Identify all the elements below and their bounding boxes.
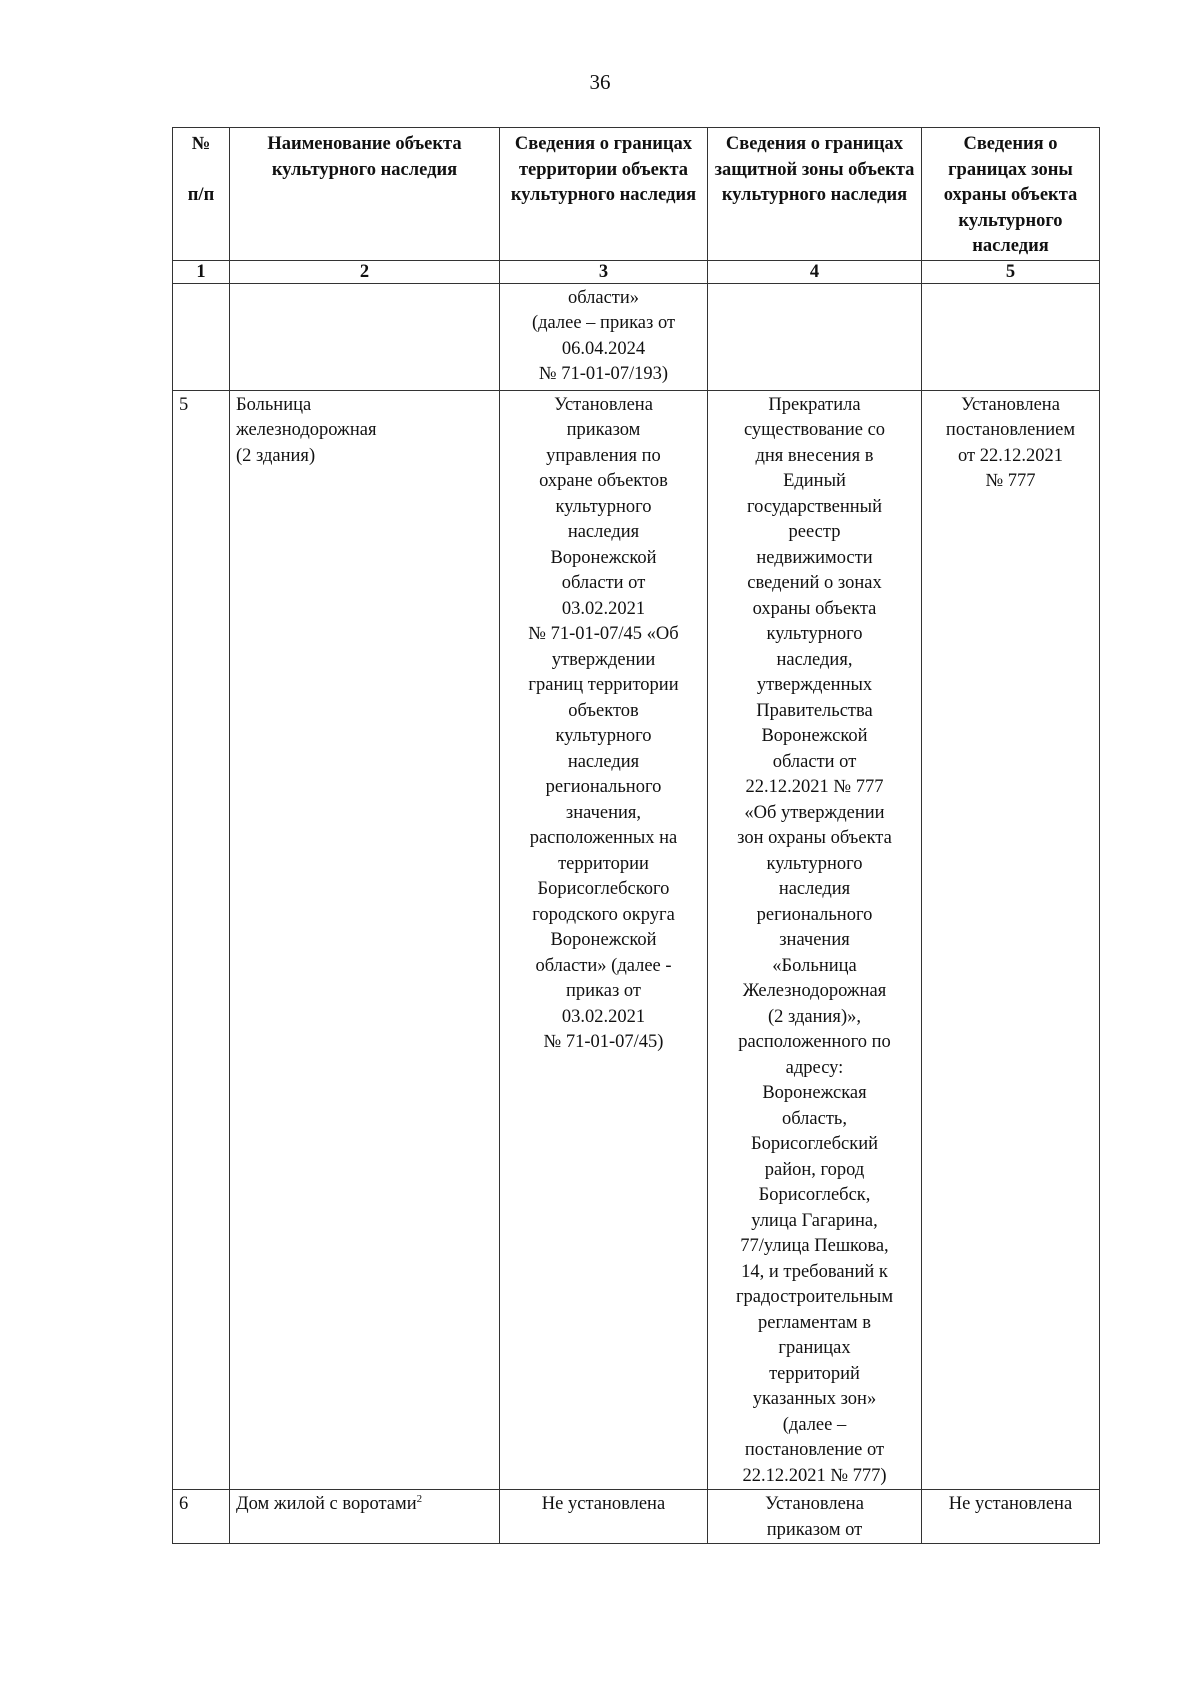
object-name: Дом жилой с воротами$^2$: [230, 1490, 500, 1544]
protective-zone-cell: Прекратила существование со дня внесения в Единый государственный реестр недвижимости сведений о зонах охраны объекта культурного наследия, утвержденных Правительства Воронежской области от 22.12.2021 № 777 «Об утверждении зон охраны объекта культурного наследия регионального значения «Больница Железнодорожная (2 здания)», расположенного по адресу: Воронежская область, Борисоглебский район, город Борисоглебск, улица Гагарина, 77/улица Пешкова, 14, и требований к градостроительным регламентам в границах территорий указанных зон» (далее – постановление от 22.12.2021 № 777): [708, 390, 922, 1490]
column-index: 5: [922, 260, 1100, 283]
heritage-objects-table: [172, 127, 1100, 1544]
column-index: 1: [173, 260, 230, 283]
row-number: 5: [173, 390, 230, 1490]
column-index-row: [173, 260, 1100, 283]
header-territory-borders: Сведения о границах территории объекта культурного наследия: [500, 128, 708, 261]
row-number: 6: [173, 1490, 230, 1544]
object-name: [230, 283, 500, 390]
column-index: 3: [500, 260, 708, 283]
protective-zone-cell: [708, 283, 922, 390]
page-number: 36: [589, 70, 611, 94]
territory-borders-cell: Установлена приказом управления по охране объектов культурного наследия Воронежской области от 03.02.2021 № 71-01-07/45 «Об утверждении границ территории объектов культурного наследия регионального значения, расположенных на территории Борисоглебского городского округа Воронежской области» (далее - приказ от 03.02.2021 № 71-01-07/45): [500, 390, 708, 1490]
header-protective-zone: Сведения о границах защитной зоны объекта культурного наследия: [708, 128, 922, 261]
header-number: [173, 128, 230, 261]
header-number-pp: п/п: [187, 184, 215, 205]
object-name: Больница железнодорожная (2 здания): [230, 390, 500, 1490]
header-protection-zone: Сведения о границах зоны охраны объекта культурного наследия: [922, 128, 1100, 261]
territory-borders-cell: области» (далее – приказ от 06.04.2024 № 71-01-07/193): [500, 283, 708, 390]
header-object-name: Наименование объекта культурного наследия: [230, 128, 500, 261]
column-index: 2: [230, 260, 500, 283]
protection-zone-cell: Не установлена: [922, 1490, 1100, 1544]
protection-zone-cell: [922, 283, 1100, 390]
protection-zone-cell: Установлена постановлением от 22.12.2021 № 777: [922, 390, 1100, 1490]
footnote-marker: 2: [416, 1492, 423, 1505]
table-row: [173, 390, 1100, 1490]
table-row: [173, 283, 1100, 390]
territory-borders-cell: Не установлена: [500, 1490, 708, 1544]
header-number-sign: №: [191, 134, 211, 154]
table-row: [173, 1490, 1100, 1544]
column-index: 4: [708, 260, 922, 283]
row-number: [173, 283, 230, 390]
protective-zone-cell: Установлена приказом от: [708, 1490, 922, 1544]
table-header-row: [173, 128, 1100, 261]
